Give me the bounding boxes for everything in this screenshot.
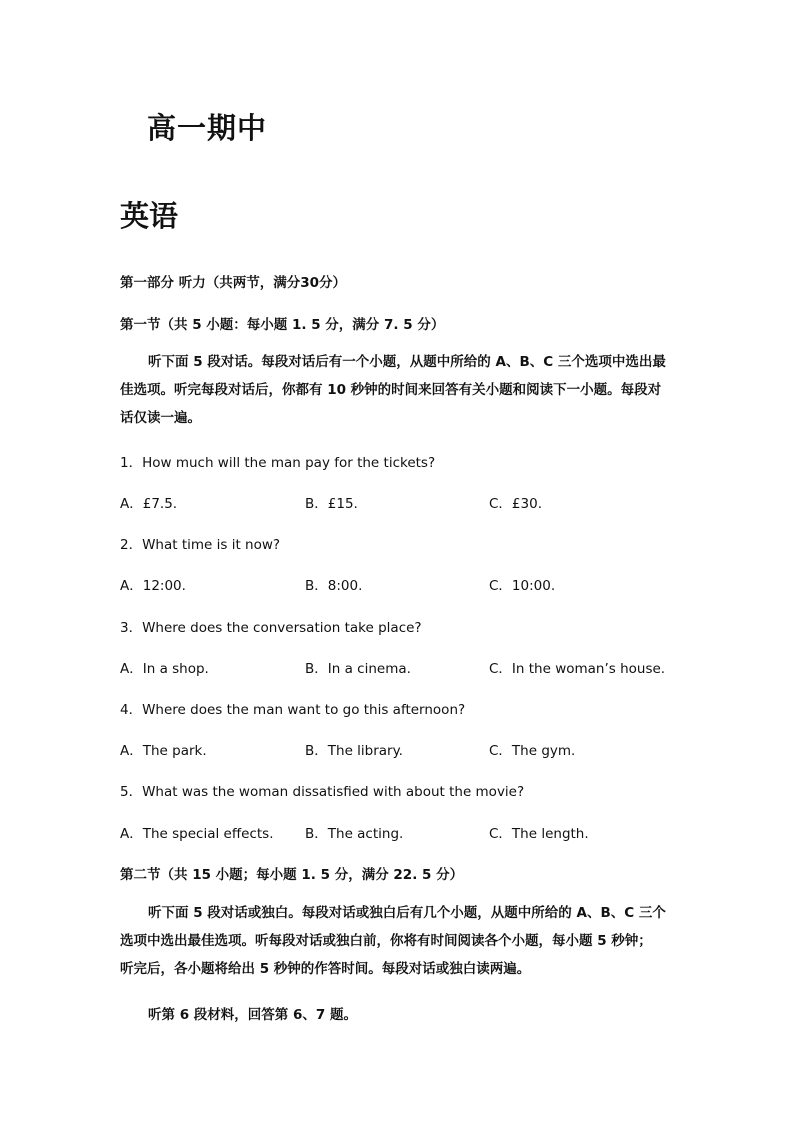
- instruction-line: 听下面 5 段对话或独白。每段对话或独白后有几个小题，从题中所给的 A、B、C 三个: [148, 905, 666, 921]
- option-a: A．£7.5.: [120, 496, 178, 512]
- instruction-line: 听完后，各小题将给出 5 秒钟的作答时间。每段对话或独白读两遍。: [120, 961, 531, 977]
- question-5-options: [120, 822, 720, 842]
- question-2: 2．What time is it now?: [120, 537, 281, 553]
- option-c: C．In the woman’s house.: [489, 661, 666, 677]
- option-c: C．The gym.: [489, 743, 576, 759]
- option-a: A．The park.: [120, 743, 207, 759]
- section2-instructions: [120, 899, 680, 983]
- section1-instructions: [120, 348, 680, 432]
- subject-title: 英语: [120, 199, 179, 233]
- instruction-line: 话仅读一遍。: [120, 410, 201, 426]
- question-4-options: [120, 739, 720, 759]
- option-b: B．8:00.: [305, 578, 363, 594]
- question-5: 5．What was the woman dissatisfied with about the movie?: [120, 784, 525, 800]
- section2-heading: 第二节（共 15 小题；每小题 1. 5 分，满分 22. 5 分）: [120, 867, 464, 883]
- instruction-line: 佳选项。听完每段对话后，你都有 10 秒钟的时间来回答有关小题和阅读下一小题。每段对: [120, 382, 662, 398]
- option-b: B．£15.: [305, 496, 358, 512]
- exam-title: 高一期中: [147, 111, 268, 145]
- part-heading: 第一部分 听力（共两节，满分30分）: [120, 275, 346, 291]
- option-c: C．£30.: [489, 496, 542, 512]
- question-1-options: [120, 492, 720, 512]
- question-3-options: [120, 657, 720, 677]
- question-1: 1．How much will the man pay for the tickets?: [120, 455, 436, 471]
- section1-heading: 第一节（共 5 小题：每小题 1. 5 分，满分 7. 5 分）: [120, 317, 445, 333]
- option-c: C．The length.: [489, 826, 589, 842]
- instruction-line: 选项中选出最佳选项。听每段对话或独白前，你将有时间阅读各个小题，每小题 5 秒钟；: [120, 933, 652, 949]
- question-4: 4．Where does the man want to go this afternoon?: [120, 702, 466, 718]
- material-note: 听第 6 段材料，回答第 6、7 题。: [148, 1007, 357, 1023]
- option-a: A．The special effects.: [120, 826, 274, 842]
- option-b: B．The acting.: [305, 826, 404, 842]
- question-3: 3．Where does the conversation take place?: [120, 620, 422, 636]
- option-a: A．In a shop.: [120, 661, 209, 677]
- instruction-line: 听下面 5 段对话。每段对话后有一个小题，从题中所给的 A、B、C 三个选项中选出最: [148, 354, 666, 370]
- option-b: B．The library.: [305, 743, 403, 759]
- option-b: B．In a cinema.: [305, 661, 411, 677]
- option-c: C．10:00.: [489, 578, 556, 594]
- question-2-options: [120, 574, 720, 594]
- option-a: A．12:00.: [120, 578, 186, 594]
